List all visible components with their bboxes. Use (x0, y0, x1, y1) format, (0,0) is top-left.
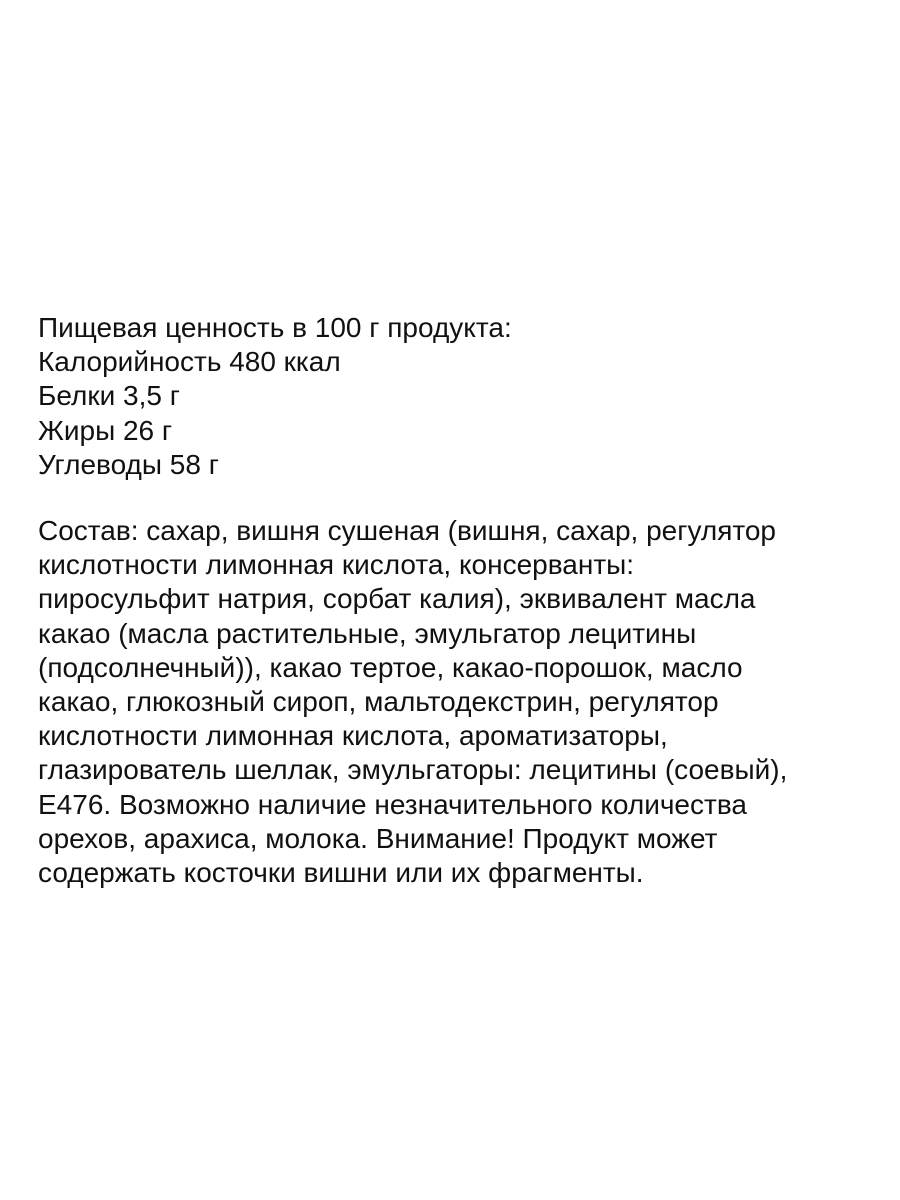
ingredients-line: орехов, арахиса, молока. Внимание! Продукт может (38, 822, 718, 854)
nutrition-facts-block (38, 311, 878, 482)
ingredients-line: Состав: сахар, вишня сушеная (вишня, сахар, регулятор (38, 515, 777, 546)
carbs-line: Углеводы 58 г (38, 448, 219, 480)
ingredients-line: какао (масла растительные, эмульгатор лецитины (38, 617, 697, 649)
ingredients-line: (подсолнечный)), какао тертое, какао-порошок, масло (38, 651, 743, 683)
fat-line: Жиры 26 г (38, 414, 173, 446)
ingredients-line: кислотности лимонная кислота, консерванты: (38, 549, 635, 581)
ingredients-block (38, 514, 878, 890)
nutrition-heading: Пищевая ценность в 100 г продукта: (38, 312, 512, 343)
ingredients-line: содержать косточки вишни или их фрагменты. (38, 857, 644, 889)
ingredients-line: Е476. Возможно наличие незначительного количества (38, 788, 747, 820)
protein-line: Белки 3,5 г (38, 380, 180, 412)
ingredients-line: пиросульфит натрия, сорбат калия), эквивалент масла (38, 583, 756, 615)
calories-line: Калорийность 480 ккал (38, 346, 341, 378)
ingredients-line: какао, глюкозный сироп, мальтодекстрин, регулятор (38, 686, 719, 718)
ingredients-line: глазирователь шеллак, эмульгаторы: лецитины (соевый), (38, 754, 788, 786)
ingredients-line: кислотности лимонная кислота, ароматизаторы, (38, 720, 668, 752)
